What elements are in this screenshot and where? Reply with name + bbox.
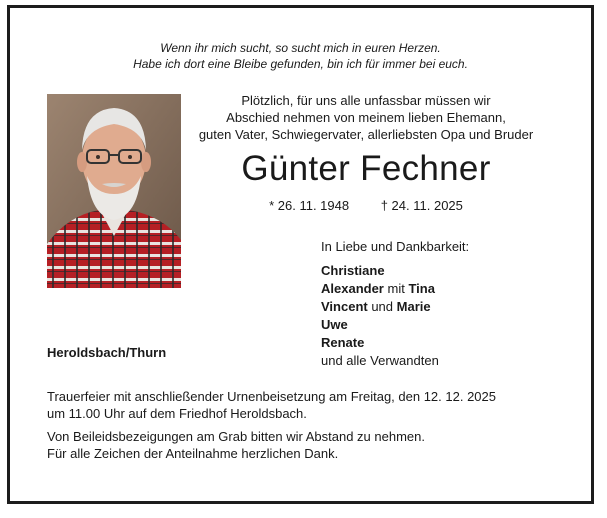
mourner-item: Alexander mit Tina — [321, 281, 435, 296]
portrait-photo — [47, 94, 181, 288]
place-name: Heroldsbach/Thurn — [47, 345, 167, 360]
motto-quote — [10, 40, 591, 72]
deceased-name: Günter Fechner — [241, 149, 491, 188]
life-dates — [196, 197, 536, 214]
mourner-item: Christiane — [321, 263, 385, 278]
portrait-illustration — [47, 94, 181, 288]
motto-line: Habe ich dort eine Bleibe gefunden, bin ich für immer bei euch. — [133, 57, 468, 71]
motto-line: Wenn ihr mich sucht, so sucht mich in euren Herzen. — [160, 41, 441, 55]
mourner-item: und alle Verwandten — [321, 353, 439, 368]
mourner-item: Uwe — [321, 317, 348, 332]
mourner-item: Vincent und Marie — [321, 299, 431, 314]
mourners-heading: In Liebe und Dankbarkeit: — [321, 239, 470, 254]
notice-paragraph: Trauerfeier mit anschließender Urnenbeisetzung am Freitag, den 12. 12. 2025 um 11.00 Uhr auf dem Friedhof Heroldsbach. — [47, 389, 496, 421]
funeral-notice — [47, 388, 577, 468]
notice-paragraph: Von Beileidsbezeigungen am Grab bitten wir Abstand zu nehmen. Für alle Zeichen der Anteilnahme herzlichen Dank. — [47, 429, 425, 461]
mourners-list — [321, 238, 469, 370]
death-date: † 24. 11. 2025 — [380, 198, 463, 213]
intro-line: Abschied nehmen von meinem lieben Ehemann, — [226, 110, 506, 125]
mourner-item: Renate — [321, 335, 365, 350]
obituary-frame — [7, 5, 594, 504]
birth-date: * 26. 11. 1948 — [269, 198, 350, 213]
announcement-intro — [196, 92, 536, 143]
intro-line: guten Vater, Schwiegervater, allerliebsten Opa und Bruder — [198, 127, 534, 142]
intro-line: Plötzlich, für uns alle unfassbar müssen wir — [241, 93, 491, 108]
